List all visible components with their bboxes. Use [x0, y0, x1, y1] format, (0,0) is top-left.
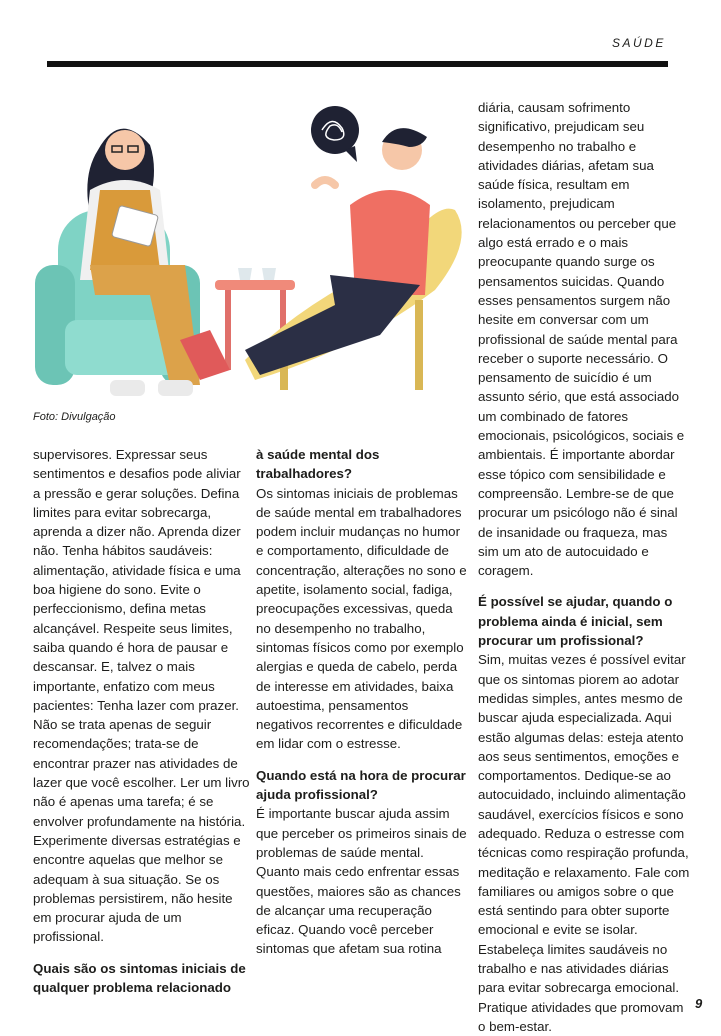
- image-caption: Foto: Divulgação: [33, 411, 116, 423]
- thought-bubble-illustration: [311, 106, 359, 162]
- question-heading-continued: à saúde mental dos trabalhadores?: [256, 447, 380, 482]
- column-3: [478, 98, 690, 1036]
- section-label: SAÚDE: [612, 36, 666, 50]
- header-rule: [47, 61, 668, 67]
- patient-illustration: [180, 128, 430, 380]
- question-heading: Quando está na hora de procurar ajuda profissional?: [256, 767, 466, 803]
- column-2: [256, 445, 468, 959]
- body-paragraph: Os sintomas iniciais de problemas de saúde mental em trabalhadores podem incluir mudanças no humor e comportamento, dificuldade de concentração, alterações no sono e apetite, isolamento social, fadiga, preocupações excessivas, queda no desempenho no trabalho, sintomas físicos como por exemplo alergias e queda de cabelo, perda de interesse em atividades, baixa autoestima, pensamentos negativos recorrentes e dificuldade em lidar com o estresse.: [256, 485, 467, 752]
- question-heading: Quais são os sintomas iniciais de qualquer problema relacionado: [33, 960, 246, 996]
- question-heading: É possível se ajudar, quando o problema ainda é inicial, sem procurar um profissional?: [478, 594, 673, 649]
- body-paragraph: Sim, muitas vezes é possível evitar que os sintomas piorem ao adotar medidas simples, antes mesmo de buscar ajuda especializada. Aqui estão algumas delas: esteja atento aos seus sentimentos, emoções e comportamentos. Dedique-se ao autocuidado, incluindo alimentação saudável, exercícios físicos e sono adequado. Reduza o estresse com técnicas como respiração profunda, meditação e relaxamento. Fale com familiares ou amigos sobre o que está sentindo para obter suporte emocional e evite se isolar. Estabeleça limites saudáveis no trabalho e nas atividades diárias para evitar sobrecarga emocional. Pratique atividades que promovam o bem-estar.: [478, 652, 690, 1034]
- body-paragraph: É importante buscar ajuda assim que perceber os primeiros sinais de problemas de saúde mental. Quanto mais cedo enfrentar essas questões, maiores são as chances de alcançar uma recuperação eficaz. Quando você perceber sintomas que afetam sua rotina: [256, 806, 467, 957]
- body-paragraph: diária, causam sofrimento significativo, prejudicam seu desempenho no trabalho e atividades diárias, afetam sua saúde física, resultam em isolamento, prejudicam relacionamentos ou perceber que algo está errado e o mais preocupante quando surge os pensamentos suicidas. Quando esses pensamentos surgem não hesite em conversar com um profissional de saúde mental para receber o suporte necessário. O pensamento de suicídio é um assunto sério, que está associado um combinado de fatores emocionais, psicológicos, sociais e ambientais. É importante abordar esse tópico com sensibilidade e compreensão. Lembre-se de que procurar um psicólogo não é sinal de insanidade ou fraqueza, mas sim um ato de autocuidado e coragem.: [478, 100, 685, 579]
- column-1: [33, 445, 251, 997]
- therapy-illustration: [30, 90, 470, 410]
- body-paragraph: supervisores. Expressar seus sentimentos e desafios pode aliviar a pressão e gerar soluções. Defina limites para evitar sobrecarga, aprenda a dizer não. Aprenda dizer não. Tenha hábitos saudáveis: alimentação, atividade física e uma boa higiene do sono. Evite o perfeccionismo, defina metas alcançável. Respeite seus limites, saiba quando é hora de pausar e descansar. E, talvez o mais importante, enfatizo com meus pacientes: Tenha lazer com prazer. Não se trata apenas de seguir recomendações; trata-se de encontrar prazer nas atividades de lazer que você escolher. Ler um livro não é apenas uma tarefa; é se envolver profundamente na história. Experimente diversas estratégias e encontre aquelas que melhor se adequam à sua situação. Se os problemas persistirem, não hesite em procurar ajuda de um profissional.: [33, 447, 250, 945]
- page-number: 9: [695, 996, 703, 1011]
